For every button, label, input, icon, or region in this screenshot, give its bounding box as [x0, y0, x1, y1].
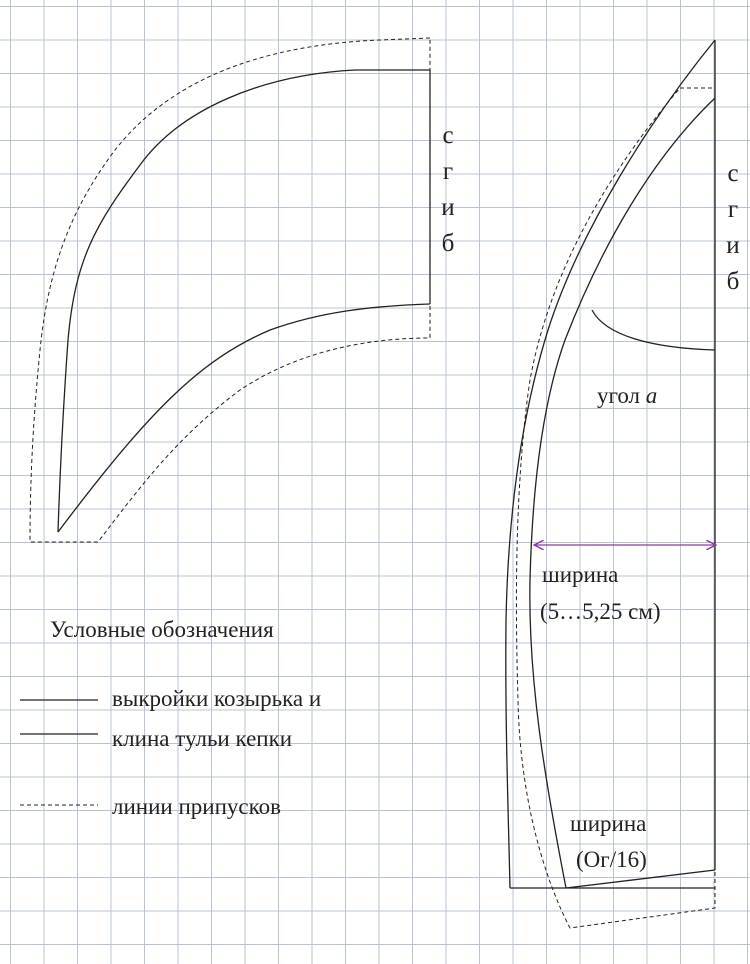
fold-letter: г	[442, 158, 454, 185]
legend-title: Условные обозначения	[50, 617, 274, 642]
fold-label-left	[438, 118, 458, 262]
fold-letter: б	[726, 268, 740, 295]
visor-inner-edge	[58, 304, 430, 532]
width-bottom-label: ширина	[570, 811, 647, 836]
legend-dashed-text: линии припусков	[112, 794, 281, 819]
width-bottom-value: (Ог/16)	[576, 847, 647, 872]
legend-solid-text-2: клина тульи кепки	[112, 726, 293, 751]
crown-inner-edge	[530, 98, 715, 888]
crown-outer-edge	[506, 40, 715, 888]
visor-allowance-line	[30, 38, 430, 542]
angle-label	[597, 384, 657, 407]
fold-letter: г	[727, 196, 739, 223]
width-top-value: (5…5,25 см)	[540, 599, 661, 624]
width-top-label: ширина	[542, 562, 619, 587]
fold-label-right	[723, 156, 743, 300]
angle-text: угол	[597, 383, 641, 408]
visor-outer-edge	[58, 70, 430, 532]
fold-letter: с	[442, 122, 454, 149]
angle-symbol: a	[645, 383, 658, 408]
crown-gore-pattern	[506, 40, 715, 888]
fold-letter: с	[727, 160, 739, 187]
crown-allowance-line	[516, 88, 715, 928]
visor-pattern	[58, 70, 430, 532]
fold-letter: и	[441, 194, 455, 221]
fold-letter: б	[441, 230, 455, 257]
legend-solid-text-1: выкройки козырька и	[112, 686, 322, 711]
crown-angle-curve	[592, 310, 715, 350]
crown-bottom-slant	[566, 870, 715, 888]
fold-letter: и	[726, 232, 740, 259]
